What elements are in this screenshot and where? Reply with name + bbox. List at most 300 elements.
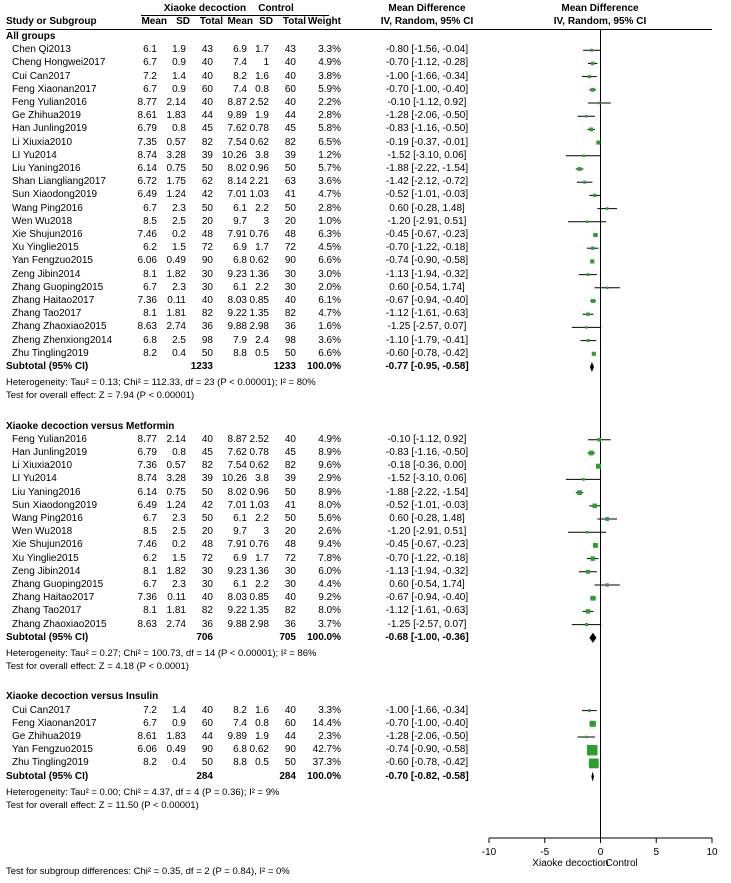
ctl-total: 48	[284, 229, 296, 240]
exp-sd: 0.49	[166, 744, 186, 756]
exp-total: 30	[201, 268, 213, 280]
exp-total: 72	[201, 552, 213, 564]
ctl-mean: 8.8	[233, 347, 247, 359]
ctl-sd: 2.4	[255, 334, 269, 346]
study-ci: -1.12 [-1.61, -0.63]	[385, 308, 469, 320]
exp-mean: 8.1	[143, 268, 157, 280]
study-weight: 6.5%	[318, 136, 341, 148]
study-weight: 2.2%	[318, 97, 341, 108]
study-weight: 3.6%	[318, 334, 341, 346]
subtotal-exp-total: 1233	[190, 361, 213, 372]
study-weight: 9.2%	[318, 592, 341, 604]
exp-mean: 6.49	[137, 499, 157, 511]
header-control-group: Control	[258, 3, 294, 14]
ctl-sd: 3.8	[255, 473, 269, 485]
exp-total: 50	[201, 202, 213, 214]
ctl-total: 44	[284, 731, 296, 742]
ctl-total: 40	[284, 592, 296, 604]
exp-mean: 6.7	[143, 717, 157, 729]
ctl-mean: 7.62	[227, 447, 247, 458]
exp-mean: 8.5	[143, 526, 157, 538]
overall-effect-text: Test for overall effect: Z = 11.50 (P < 0.00001)	[6, 800, 199, 811]
study-ci: -0.52 [-1.01, -0.03]	[385, 499, 469, 511]
ctl-mean: 7.4	[233, 57, 247, 69]
study-ci: -1.25 [-2.57, 0.07]	[387, 618, 467, 630]
study-name: Sun Xiaodong2019	[12, 499, 98, 511]
study-ci: -0.70 [-1.12, -0.28]	[385, 57, 469, 69]
effect-square	[590, 49, 593, 52]
ctl-total: 45	[284, 123, 296, 135]
exp-mean: 7.46	[137, 229, 157, 240]
study-ci: -0.19 [-0.37, -0.01]	[385, 136, 469, 148]
study-weight: 9.4%	[318, 539, 341, 551]
ctl-mean: 9.7	[233, 526, 247, 538]
pooled-diamond	[589, 633, 596, 643]
header-mean-difference-plot: Mean Difference	[561, 3, 639, 14]
study-name: Zeng Jibin2014	[12, 268, 81, 280]
study-name: Han Junling2019	[12, 123, 88, 135]
exp-sd: 0.57	[166, 136, 186, 148]
exp-mean: 6.7	[143, 281, 157, 293]
study-name: Zhang Zhaoxiao2015	[12, 618, 107, 630]
header-weight: Weight	[307, 16, 341, 27]
study-name: Zheng Zhenxiong2014	[12, 334, 113, 346]
ctl-mean: 7.91	[227, 539, 247, 551]
exp-total: 36	[201, 321, 213, 333]
study-weight: 2.8%	[318, 110, 341, 122]
study-name: Li Xiuxia2010	[12, 460, 73, 472]
header-experimental-group: Xiaoke decoction	[163, 3, 247, 14]
ctl-sd: 2.52	[249, 433, 269, 445]
effect-square	[585, 736, 588, 739]
study-name: Shan Liangliang2017	[12, 176, 106, 188]
ctl-mean: 6.1	[233, 579, 247, 590]
exp-total: 39	[201, 149, 213, 161]
ctl-sd: 2.2	[255, 513, 269, 524]
study-ci: -1.20 [-2.91, 0.51]	[387, 526, 467, 538]
ctl-mean: 8.87	[227, 433, 247, 445]
study-ci: 0.60 [-0.28, 1.48]	[389, 202, 465, 214]
exp-sd: 1.9	[172, 44, 186, 56]
study-name: Yan Fengzuo2015	[12, 744, 93, 756]
ctl-sd: 1	[263, 57, 269, 69]
study-weight: 2.3%	[318, 731, 341, 742]
ctl-mean: 9.23	[227, 565, 247, 577]
x-tick-label: -10	[481, 847, 497, 858]
study-weight: 1.0%	[318, 215, 341, 227]
ctl-sd: 1.35	[249, 308, 269, 320]
ctl-sd: 2.21	[249, 176, 269, 188]
header-total: Total	[199, 16, 223, 27]
heterogeneity-text: Heterogeneity: Tau² = 0.13; Chi² = 112.33, df = 23 (P < 0.00001); I² = 80%	[6, 377, 316, 389]
header-study-column: Study or Subgroup	[6, 16, 97, 27]
ctl-sd: 1.7	[255, 242, 269, 254]
exp-sd: 0.49	[166, 255, 186, 267]
effect-square	[577, 490, 582, 495]
exp-mean: 6.79	[137, 447, 157, 458]
ctl-mean: 8.02	[227, 486, 247, 498]
exp-sd: 1.24	[166, 189, 186, 201]
study-weight: 8.0%	[318, 605, 341, 617]
exp-sd: 0.75	[166, 163, 186, 174]
exp-sd: 0.2	[172, 229, 186, 240]
effect-square	[588, 75, 591, 78]
ctl-sd: 2.2	[255, 579, 269, 590]
effect-square	[578, 167, 582, 171]
exp-mean: 8.2	[143, 347, 157, 359]
exp-mean: 6.2	[143, 552, 157, 564]
section-title: All groups	[6, 31, 56, 42]
study-ci: -0.83 [-1.16, -0.50]	[385, 447, 469, 458]
exp-sd: 1.83	[166, 731, 186, 742]
exp-mean: 7.2	[143, 704, 157, 716]
ctl-total: 50	[284, 163, 296, 174]
ctl-total: 40	[284, 295, 296, 306]
exp-sd: 1.82	[166, 268, 186, 280]
study-ci: 0.60 [-0.28, 1.48]	[389, 513, 465, 524]
ctl-sd: 2.52	[249, 97, 269, 108]
ctl-total: 30	[284, 565, 296, 577]
ctl-mean: 9.7	[233, 215, 247, 227]
effect-square	[586, 609, 591, 614]
ctl-sd: 3	[263, 526, 269, 538]
exp-mean: 7.36	[137, 295, 157, 306]
effect-square	[587, 273, 590, 276]
study-weight: 7.8%	[318, 552, 341, 564]
ctl-sd: 1.7	[255, 552, 269, 564]
ctl-sd: 1.9	[255, 731, 269, 742]
study-ci: -0.70 [-1.22, -0.18]	[385, 242, 469, 254]
section-title: Xiaoke decoction versus Metformin	[6, 420, 175, 432]
study-name: Ge Zhihua2019	[12, 731, 81, 742]
ctl-sd: 1.03	[249, 189, 269, 201]
study-name: Xie Shujun2016	[12, 229, 83, 240]
study-ci: -0.67 [-0.94, -0.40]	[385, 295, 469, 306]
exp-sd: 1.82	[166, 565, 186, 577]
study-weight: 4.7%	[318, 189, 341, 201]
ctl-total: 41	[284, 499, 296, 511]
exp-total: 39	[201, 473, 213, 485]
subtotal-label: Subtotal (95% CI)	[6, 631, 89, 643]
study-weight: 4.5%	[318, 242, 341, 254]
header-total-control: Total	[282, 16, 306, 27]
exp-mean: 7.36	[137, 592, 157, 604]
study-name: Zhang Tao2017	[12, 605, 82, 617]
exp-mean: 6.79	[137, 123, 157, 135]
x-tick-label: 0	[597, 847, 604, 858]
study-weight: 6.0%	[318, 565, 341, 577]
ctl-sd: 0.76	[249, 229, 269, 240]
ctl-total: 82	[284, 308, 296, 320]
x-tick-label: 5	[653, 847, 660, 858]
ctl-mean: 10.26	[221, 149, 247, 161]
header-sd: SD	[176, 16, 190, 27]
pooled-diamond	[590, 362, 594, 372]
study-weight: 3.7%	[318, 618, 341, 630]
study-name: Sun Xiaodong2019	[12, 189, 98, 201]
ctl-total: 30	[284, 579, 296, 590]
exp-sd: 1.5	[172, 242, 186, 254]
subtotal-label: Subtotal (95% CI)	[6, 770, 89, 782]
study-weight: 8.9%	[318, 447, 341, 458]
ctl-total: 98	[284, 334, 296, 346]
ctl-total: 60	[284, 83, 296, 95]
ctl-mean: 8.2	[233, 70, 247, 82]
study-weight: 5.7%	[318, 163, 341, 174]
exp-mean: 6.7	[143, 57, 157, 69]
exp-total: 72	[201, 242, 213, 254]
study-ci: -1.25 [-2.57, 0.07]	[387, 321, 467, 333]
study-name: LI Yu2014	[12, 149, 57, 161]
ctl-mean: 9.88	[227, 618, 247, 630]
ctl-sd: 2.98	[249, 321, 269, 333]
exp-sd: 2.14	[166, 97, 186, 108]
study-weight: 4.9%	[318, 433, 341, 445]
exp-mean: 6.7	[143, 202, 157, 214]
ctl-mean: 7.4	[233, 717, 247, 729]
ctl-mean: 8.14	[227, 176, 247, 188]
study-ci: -0.70 [-1.00, -0.40]	[385, 717, 469, 729]
exp-sd: 2.5	[172, 215, 186, 227]
exp-total: 98	[201, 334, 213, 346]
exp-mean: 6.7	[143, 83, 157, 95]
effect-square	[590, 259, 594, 263]
exp-mean: 6.49	[137, 189, 157, 201]
pooled-diamond	[591, 772, 594, 782]
study-weight: 5.9%	[318, 83, 341, 95]
ctl-mean: 6.1	[233, 281, 247, 293]
study-weight: 3.6%	[318, 176, 341, 188]
exp-total: 60	[201, 717, 213, 729]
study-ci: -0.52 [-1.01, -0.03]	[385, 189, 469, 201]
effect-square	[606, 207, 609, 210]
study-ci: -1.42 [-2.12, -0.72]	[385, 176, 469, 188]
effect-square	[605, 517, 609, 521]
exp-sd: 2.74	[166, 618, 186, 630]
ctl-sd: 1.36	[249, 268, 269, 280]
subtotal-exp-total: 706	[196, 631, 213, 643]
study-ci: -0.67 [-0.94, -0.40]	[385, 592, 469, 604]
ctl-total: 72	[284, 242, 296, 254]
study-ci: -0.74 [-0.90, -0.58]	[385, 744, 469, 756]
ctl-mean: 7.9	[233, 334, 247, 346]
study-weight: 1.6%	[318, 321, 341, 333]
ctl-mean: 7.54	[227, 136, 247, 148]
exp-sd: 0.57	[166, 460, 186, 472]
study-weight: 3.3%	[318, 44, 341, 56]
ctl-mean: 7.01	[227, 189, 247, 201]
study-name: Chen Qi2013	[12, 44, 71, 56]
ctl-sd: 0.62	[249, 136, 269, 148]
study-name: Zeng Jibin2014	[12, 565, 81, 577]
study-ci: -1.28 [-2.06, -0.50]	[385, 731, 469, 742]
subtotal-weight: 100.0%	[307, 361, 341, 372]
subtotal-weight: 100.0%	[307, 770, 341, 782]
ctl-mean: 8.8	[233, 757, 247, 769]
favours-right-label: Control	[605, 858, 638, 869]
ctl-total: 90	[284, 255, 296, 267]
ctl-total: 43	[284, 44, 296, 56]
exp-sd: 2.3	[172, 281, 186, 293]
exp-mean: 8.74	[137, 473, 157, 485]
study-name: Zhang Haitao2017	[12, 592, 95, 604]
subtotal-ci: -0.77 [-0.95, -0.58]	[385, 361, 469, 372]
ctl-mean: 7.4	[233, 83, 247, 95]
exp-mean: 7.2	[143, 70, 157, 82]
ctl-total: 40	[284, 433, 296, 445]
exp-mean: 6.2	[143, 242, 157, 254]
exp-sd: 3.28	[166, 473, 186, 485]
study-ci: -0.10 [-1.12, 0.92]	[387, 97, 467, 108]
ctl-sd: 0.85	[249, 592, 269, 604]
study-ci: -0.18 [-0.36, 0.00]	[387, 460, 467, 472]
study-name: Ge Zhihua2019	[12, 110, 81, 122]
effect-square	[589, 759, 599, 769]
ctl-mean: 6.9	[233, 242, 247, 254]
ctl-total: 82	[284, 136, 296, 148]
study-ci: -0.80 [-1.56, -0.04]	[385, 44, 469, 56]
exp-total: 50	[201, 757, 213, 769]
exp-total: 40	[201, 704, 213, 716]
ctl-sd: 2.98	[249, 618, 269, 630]
effect-square	[586, 531, 589, 534]
exp-total: 42	[201, 189, 213, 201]
ctl-total: 40	[284, 704, 296, 716]
study-ci: -1.88 [-2.22, -1.54]	[385, 163, 469, 174]
exp-total: 20	[201, 215, 213, 227]
ctl-mean: 9.23	[227, 268, 247, 280]
effect-square	[587, 339, 590, 342]
ctl-mean: 6.9	[233, 552, 247, 564]
exp-mean: 8.63	[137, 321, 157, 333]
exp-mean: 8.2	[143, 757, 157, 769]
ctl-sd: 0.78	[249, 123, 269, 135]
study-weight: 2.6%	[318, 526, 341, 538]
study-weight: 4.9%	[318, 57, 341, 69]
study-ci: -1.13 [-1.94, -0.32]	[385, 565, 469, 577]
effect-square	[588, 709, 591, 712]
exp-sd: 0.2	[172, 539, 186, 551]
study-ci: -1.52 [-3.10, 0.06]	[387, 149, 467, 161]
exp-total: 82	[201, 605, 213, 617]
exp-total: 20	[201, 526, 213, 538]
ctl-mean: 8.87	[227, 97, 247, 108]
header-ci-plot: IV, Random, 95% CI	[553, 16, 647, 27]
study-weight: 1.2%	[318, 149, 341, 161]
study-ci: -1.10 [-1.79, -0.41]	[385, 334, 469, 346]
ctl-sd: 0.78	[249, 447, 269, 458]
study-weight: 14.4%	[312, 717, 341, 729]
exp-sd: 2.3	[172, 513, 186, 524]
ctl-sd: 0.96	[249, 486, 269, 498]
ctl-mean: 9.89	[227, 110, 247, 122]
ctl-total: 20	[284, 215, 296, 227]
exp-total: 50	[201, 163, 213, 174]
study-name: Zhang Guoping2015	[12, 281, 104, 293]
effect-square	[592, 352, 596, 356]
study-weight: 2.0%	[318, 281, 341, 293]
exp-total: 82	[201, 460, 213, 472]
exp-mean: 6.1	[143, 44, 157, 56]
exp-total: 40	[201, 433, 213, 445]
exp-sd: 1.5	[172, 552, 186, 564]
exp-total: 30	[201, 565, 213, 577]
effect-square	[590, 556, 594, 560]
ctl-total: 82	[284, 605, 296, 617]
effect-square	[591, 596, 596, 601]
study-ci: -0.45 [-0.67, -0.23]	[385, 229, 469, 240]
study-weight: 6.6%	[318, 347, 341, 359]
effect-square	[596, 141, 600, 145]
exp-sd: 0.9	[172, 717, 186, 729]
study-name: Cui Can2017	[12, 70, 71, 82]
study-weight: 6.6%	[318, 255, 341, 267]
ctl-total: 48	[284, 539, 296, 551]
study-name: Feng Yulian2016	[12, 433, 87, 445]
study-name: Zhu Tingling2019	[12, 757, 89, 769]
x-tick-label: 10	[706, 847, 718, 858]
exp-mean: 6.14	[137, 163, 157, 174]
ctl-total: 82	[284, 460, 296, 472]
ctl-sd: 0.62	[249, 460, 269, 472]
exp-mean: 6.72	[137, 176, 157, 188]
exp-sd: 0.75	[166, 486, 186, 498]
study-weight: 6.3%	[318, 229, 341, 240]
exp-total: 48	[201, 229, 213, 240]
ctl-total: 90	[284, 744, 296, 756]
heterogeneity-text: Heterogeneity: Tau² = 0.00; Chi² = 4.37, df = 4 (P = 0.36); I² = 9%	[6, 786, 280, 798]
exp-total: 90	[201, 255, 213, 267]
study-ci: -0.74 [-0.90, -0.58]	[385, 255, 469, 267]
exp-sd: 1.81	[166, 605, 186, 617]
study-name: Cui Can2017	[12, 704, 71, 716]
study-name: Zhu Tingling2019	[12, 347, 89, 359]
study-name: Xu Yinglie2015	[12, 552, 79, 564]
exp-total: 40	[201, 70, 213, 82]
effect-square	[583, 181, 586, 184]
subtotal-ci: -0.70 [-0.82, -0.58]	[385, 770, 469, 782]
study-ci: 0.60 [-0.54, 1.74]	[389, 579, 465, 590]
exp-total: 90	[201, 744, 213, 756]
effect-square	[592, 504, 597, 509]
effect-square	[593, 233, 597, 237]
ctl-sd: 1.6	[255, 70, 269, 82]
effect-square	[606, 583, 609, 586]
ctl-mean: 10.26	[221, 473, 247, 485]
section-title: Xiaoke decoction versus Insulin	[6, 691, 159, 703]
ctl-sd: 0.85	[249, 295, 269, 306]
exp-mean: 8.1	[143, 308, 157, 320]
ctl-mean: 8.2	[233, 704, 247, 716]
ctl-total: 50	[284, 347, 296, 359]
ctl-total: 50	[284, 513, 296, 524]
exp-total: 30	[201, 579, 213, 590]
ctl-mean: 7.91	[227, 229, 247, 240]
exp-mean: 8.61	[137, 110, 157, 122]
exp-mean: 6.7	[143, 579, 157, 590]
study-name: Feng Xiaonan2017	[12, 83, 97, 95]
effect-square	[589, 127, 593, 131]
ctl-mean: 7.01	[227, 499, 247, 511]
exp-total: 45	[201, 447, 213, 458]
exp-total: 82	[201, 136, 213, 148]
exp-total: 50	[201, 513, 213, 524]
subtotal-ctl-total: 1233	[273, 361, 296, 372]
study-ci: -1.28 [-2.06, -0.50]	[385, 110, 469, 122]
study-weight: 6.1%	[318, 295, 341, 306]
exp-total: 40	[201, 295, 213, 306]
exp-mean: 8.74	[137, 149, 157, 161]
